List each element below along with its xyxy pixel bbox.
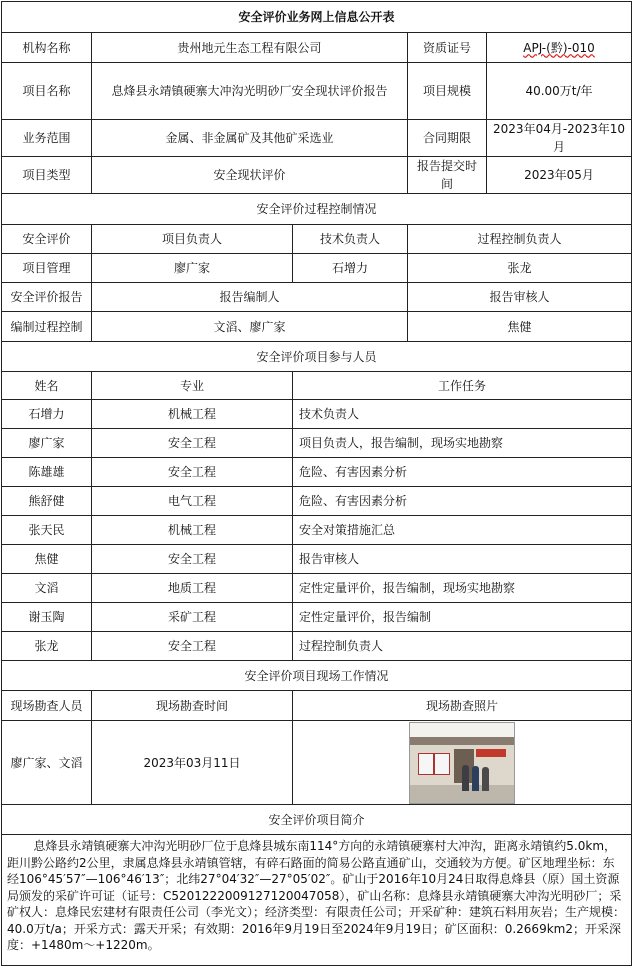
writer-value: 文滔、廖广家 bbox=[92, 312, 408, 342]
table-row bbox=[2, 603, 632, 632]
member-task: 安全对策措施汇总 bbox=[293, 516, 632, 545]
table-row bbox=[2, 574, 632, 603]
table-row bbox=[2, 458, 632, 487]
scale-value: 40.00万t/年 bbox=[487, 63, 632, 120]
col-time: 现场勘查时间 bbox=[92, 691, 293, 721]
member-name: 张天民 bbox=[2, 516, 92, 545]
submit-label: 报告提交时间 bbox=[408, 157, 487, 194]
photo-person bbox=[482, 767, 489, 791]
member-task: 危险、有害因素分析 bbox=[293, 487, 632, 516]
table-row bbox=[2, 516, 632, 545]
col-pm: 项目负责人 bbox=[92, 225, 293, 254]
photo-notice-board bbox=[434, 753, 450, 775]
member-name: 焦健 bbox=[2, 545, 92, 574]
member-major: 安全工程 bbox=[92, 545, 293, 574]
photo-banner bbox=[476, 749, 506, 757]
submit-value: 2023年05月 bbox=[487, 157, 632, 194]
mgmt-label-2: 项目管理 bbox=[2, 254, 92, 283]
table-row bbox=[2, 632, 632, 661]
member-major: 安全工程 bbox=[92, 429, 293, 458]
photo-person bbox=[472, 766, 479, 791]
scope-value: 金属、非金属矿及其他矿采选业 bbox=[92, 120, 408, 157]
col-major: 专业 bbox=[92, 372, 293, 400]
member-name: 石增力 bbox=[2, 400, 92, 429]
project-label: 项目名称 bbox=[2, 63, 92, 120]
member-name: 张龙 bbox=[2, 632, 92, 661]
member-major: 安全工程 bbox=[92, 458, 293, 487]
col-photo: 现场勘查照片 bbox=[293, 691, 632, 721]
col-tech: 技术负责人 bbox=[293, 225, 408, 254]
member-task: 技术负责人 bbox=[293, 400, 632, 429]
photo-notice-board bbox=[418, 753, 434, 775]
member-major: 机械工程 bbox=[92, 516, 293, 545]
member-major: 采矿工程 bbox=[92, 603, 293, 632]
col-ctrl: 过程控制负责人 bbox=[408, 225, 632, 254]
form-title: 安全评价业务网上信息公开表 bbox=[2, 2, 632, 33]
table-row bbox=[2, 429, 632, 458]
process-heading: 安全评价过程控制情况 bbox=[2, 194, 632, 225]
ctrl-value: 张龙 bbox=[408, 254, 632, 283]
reviewer-value: 焦健 bbox=[408, 312, 632, 342]
member-major: 机械工程 bbox=[92, 400, 293, 429]
table-row bbox=[2, 487, 632, 516]
member-task: 过程控制负责人 bbox=[293, 632, 632, 661]
member-name: 谢玉陶 bbox=[2, 603, 92, 632]
member-name: 熊舒健 bbox=[2, 487, 92, 516]
pm-value: 廖广家 bbox=[92, 254, 293, 283]
col-person: 现场勘查人员 bbox=[2, 691, 92, 721]
site-photo bbox=[409, 722, 515, 804]
tech-value: 石增力 bbox=[293, 254, 408, 283]
member-task: 项目负责人，报告编制，现场实地勘察 bbox=[293, 429, 632, 458]
member-name: 廖广家 bbox=[2, 429, 92, 458]
org-value: 贵州地元生态工程有限公司 bbox=[92, 33, 408, 63]
cert-value-text: APJ-(黔)-010 bbox=[523, 40, 595, 55]
member-task: 定性定量评价，报告编制 bbox=[293, 603, 632, 632]
contract-value: 2023年04月-2023年10月 bbox=[487, 120, 632, 157]
disclosure-form bbox=[1, 1, 631, 956]
member-name: 陈雄雄 bbox=[2, 458, 92, 487]
table-row bbox=[2, 545, 632, 574]
photo-roof bbox=[410, 737, 514, 745]
project-value: 息烽县永靖镇硬寨大冲沟光明砂厂安全现状评价报告 bbox=[92, 63, 408, 120]
member-task: 报告审核人 bbox=[293, 545, 632, 574]
report-label-1: 安全评价报告 bbox=[2, 283, 92, 312]
member-major: 电气工程 bbox=[92, 487, 293, 516]
intro-text: 息烽县永靖镇硬寨大冲沟光明砂厂位于息烽县城东南114°方向的永靖镇硬寨村大冲沟，距离永靖镇约5.0km，距川黔公路约2公里，隶属息烽县永靖镇管辖，有碎石路面的简易公路直通矿山，交通较为方便。矿区地理坐标：东经106°45′57″—106°46′13″；北纬27°04′32″—27°05′02″。矿山于2016年10月24日取得息烽县（原）国土资源局颁发的采矿许可证（证号：C5201222009127120047058），矿山名称：息烽县永靖镇硬寨大冲沟光明砂厂；采矿权人：息烽民宏建材有限责任公司（李光文）；经济类型：有限责任公司；开采矿种：建筑石料用灰岩；生产规模：40.0万t/a；开采方式：露天开采；有效期：2016年9月19日至2024年9月19日；矿区面积：0.2669km2；开采深度：+1480m～+1220m。 bbox=[2, 835, 632, 966]
mgmt-label-1: 安全评价 bbox=[2, 225, 92, 254]
type-value: 安全现状评价 bbox=[92, 157, 408, 194]
photo-cell bbox=[293, 721, 632, 805]
time-value: 2023年03月11日 bbox=[92, 721, 293, 805]
cert-value bbox=[487, 33, 632, 63]
org-label: 机构名称 bbox=[2, 33, 92, 63]
member-task: 危险、有害因素分析 bbox=[293, 458, 632, 487]
contract-label: 合同期限 bbox=[408, 120, 487, 157]
person-value: 廖广家、文滔 bbox=[2, 721, 92, 805]
type-label: 项目类型 bbox=[2, 157, 92, 194]
member-major: 地质工程 bbox=[92, 574, 293, 603]
members-heading: 安全评价项目参与人员 bbox=[2, 342, 632, 372]
member-major: 安全工程 bbox=[92, 632, 293, 661]
col-name: 姓名 bbox=[2, 372, 92, 400]
photo-person bbox=[462, 765, 469, 791]
cert-label: 资质证号 bbox=[408, 33, 487, 63]
scale-label: 项目规模 bbox=[408, 63, 487, 120]
member-name: 文滔 bbox=[2, 574, 92, 603]
table-row bbox=[2, 400, 632, 429]
intro-heading: 安全评价项目简介 bbox=[2, 805, 632, 835]
site-heading: 安全评价项目现场工作情况 bbox=[2, 661, 632, 691]
disclosure-table bbox=[1, 1, 632, 966]
report-label-2: 编制过程控制 bbox=[2, 312, 92, 342]
col-writer: 报告编制人 bbox=[92, 283, 408, 312]
member-task: 定性定量评价，报告编制，现场实地勘察 bbox=[293, 574, 632, 603]
col-task: 工作任务 bbox=[293, 372, 632, 400]
scope-label: 业务范围 bbox=[2, 120, 92, 157]
col-reviewer: 报告审核人 bbox=[408, 283, 632, 312]
